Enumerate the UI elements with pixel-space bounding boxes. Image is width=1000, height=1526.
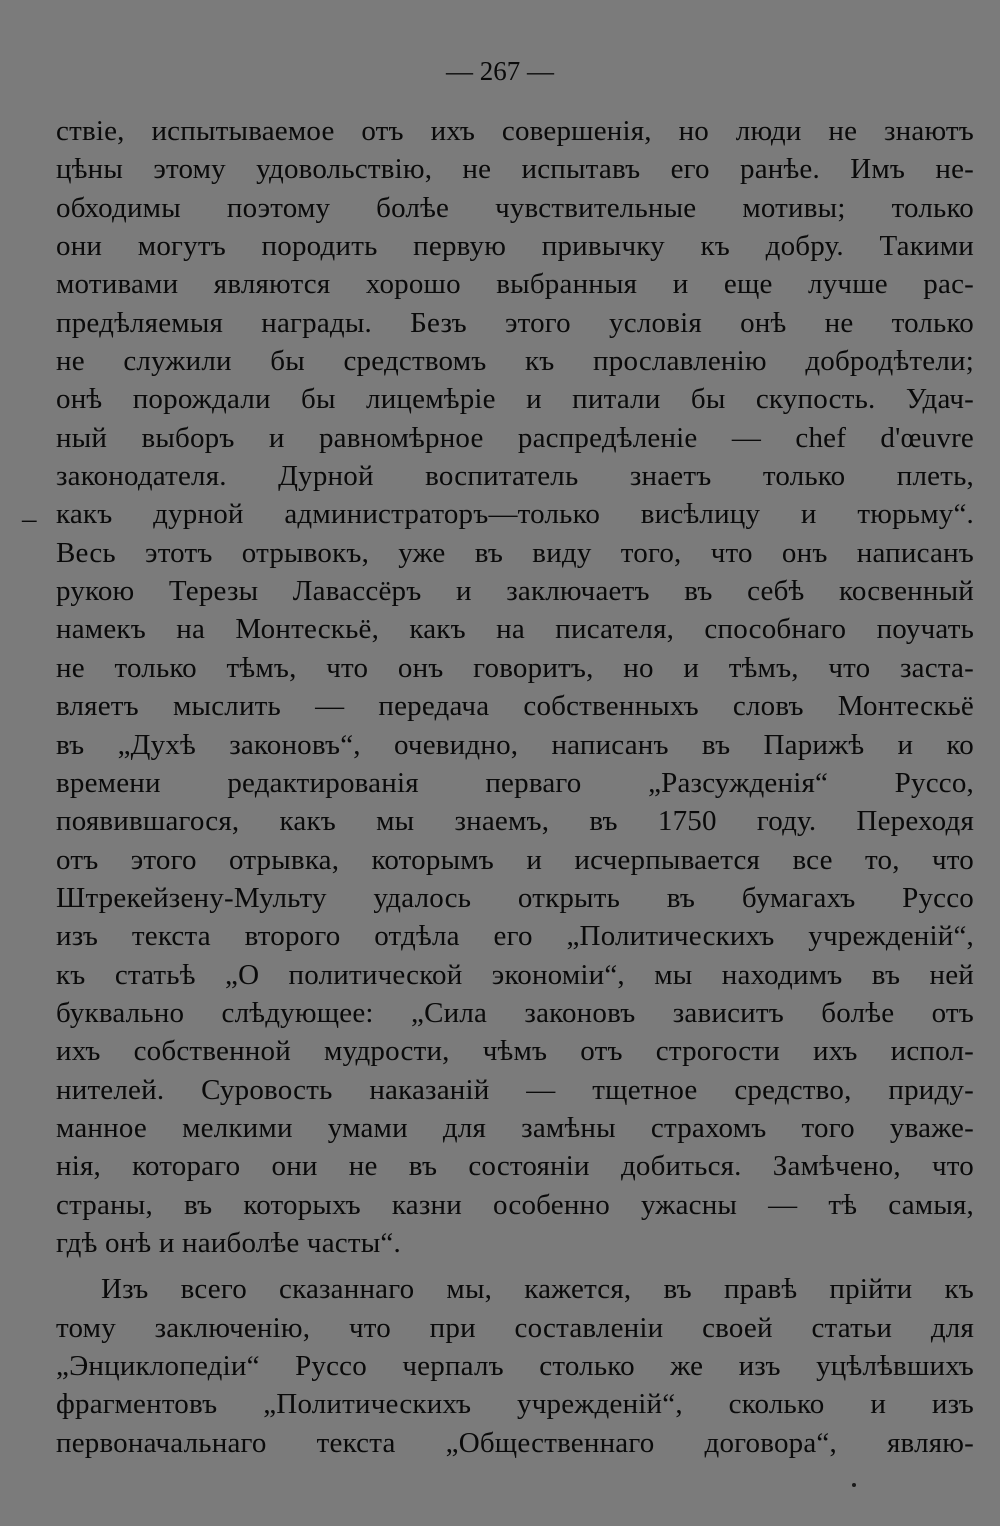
text-line: Штрекейзену-Мульту удалось открыть въ бумагахъ Руссо [56,881,974,914]
text-line: цѣны этому удовольствію, не испытавъ его ранѣе. Имъ не- [56,153,974,186]
text-line: онѣ порождали бы лицемѣріе и питали бы скупость. Удач- [56,383,974,416]
text-line: предѣляемыя награды. Безъ этого условія онѣ не только [56,306,974,339]
text-line: тому заключенію, что при составленіи своей статьи для [56,1311,974,1344]
text-line: законодателя. Дурной воспитатель знаетъ только плеть, [56,460,974,493]
text-line: фрагментовъ „Политическихъ учрежденій“, сколько и изъ [56,1388,974,1421]
ink-speck [852,1483,856,1487]
body-text [56,112,974,1462]
text-line: страны, въ которыхъ казни особенно ужасны — тѣ самыя, [56,1188,974,1221]
text-line: нителей. Суровость наказаній — тщетное средство, приду- [56,1073,974,1106]
text-line: не служили бы средствомъ къ прославленію добродѣтели; [56,345,974,378]
text-line: намекъ на Монтескьё, какъ на писателя, способнаго поучать [56,613,974,646]
text-line: въ „Духѣ законовъ“, очевидно, написанъ въ Парижѣ и ко [56,728,974,761]
text-line: ный выборъ и равномѣрное распредѣленіе — chef d'œuvre [56,421,974,454]
paragraph-2 [56,1270,974,1462]
text-line: нія, котораго они не въ состояніи добиться. Замѣчено, что [56,1150,974,1183]
text-line: обходимы поэтому болѣе чувствительные мотивы; только [56,191,974,224]
text-line: Весь этотъ отрывокъ, уже въ виду того, что онъ написанъ [56,536,974,569]
text-line: мотивами являются хорошо выбранныя и еще лучше рас- [56,268,974,301]
text-line: ихъ собственной мудрости, чѣмъ отъ строгости ихъ испол- [56,1035,974,1068]
text-line: они могутъ породить первую привычку къ добру. Такими [56,230,974,263]
page-number: — 267 — [446,56,554,86]
text-line: „Энциклопедіи“ Руссо черпалъ столько же изъ уцѣлѣвшихъ [56,1350,974,1382]
text-line: какъ дурной администраторъ—только висѣлицу и тюрьму“. [56,498,974,531]
text-line: манное мелкими умами для замѣны страхомъ того уваже- [56,1111,974,1144]
text-line: первоначальнаго текста „Общественнаго договора“, являю- [56,1426,974,1459]
text-line: Изъ всего сказаннаго мы, кажется, въ правѣ прійти къ [101,1273,974,1306]
text-line: не только тѣмъ, что онъ говоритъ, но и тѣмъ, что заста- [56,651,974,684]
margin-mark: – [22,503,37,535]
paragraph-1 [56,112,974,1262]
text-line: времени редактированія перваго „Разсужденія“ Руссо, [56,766,974,799]
text-line: изъ текста второго отдѣла его „Политическихъ учрежденій“, [56,920,974,953]
text-line: отъ этого отрывка, которымъ и исчерпывается все то, что [56,843,974,876]
text-line: появившагося, какъ мы знаемъ, въ 1750 году. Переходя [56,805,974,838]
text-line: буквально слѣдующее: „Сила законовъ зависитъ болѣе отъ [56,996,974,1029]
paragraph-gap [56,1262,974,1270]
text-line: гдѣ онѣ и наиболѣе часты“. [56,1226,401,1259]
text-line: къ статьѣ „О политической экономіи“, мы находимъ въ ней [56,958,974,991]
text-line: вляетъ мыслить — передача собственныхъ словъ Монтескьё [56,690,974,723]
text-line: рукою Терезы Лавассёръ и заключаетъ въ себѣ косвенный [56,575,974,608]
text-line: ствіе, испытываемое отъ ихъ совершенія, но люди не знаютъ [56,115,974,147]
